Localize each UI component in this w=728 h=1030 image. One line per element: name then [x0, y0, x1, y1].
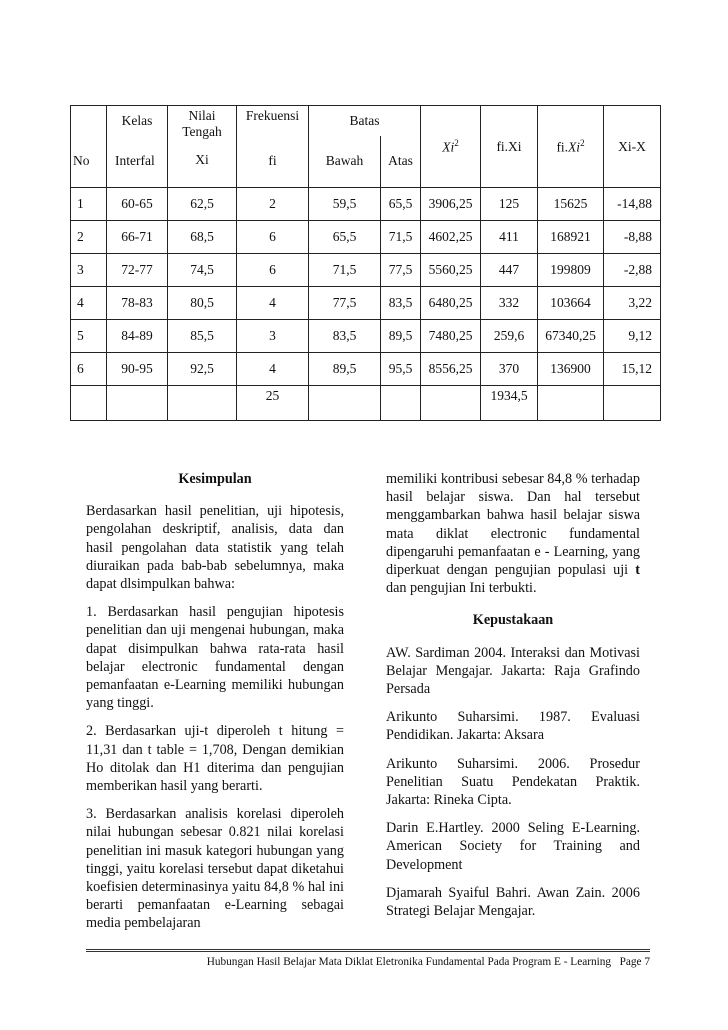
cell-xi2: 7480,25 [421, 320, 481, 353]
cell-atas: 95,5 [381, 353, 421, 386]
cell-fixi: 370 [481, 353, 538, 386]
cell-xi: 80,5 [168, 287, 237, 320]
cell-fixi2: 136900 [538, 353, 604, 386]
cell-atas: 89,5 [381, 320, 421, 353]
header-no: No [71, 136, 107, 188]
cell-xix: 3,22 [604, 287, 661, 320]
header-xi: Xi [195, 152, 209, 167]
header-batas: Batas [309, 106, 421, 136]
cell-bawah: 65,5 [309, 221, 381, 254]
table-total-row [71, 386, 661, 421]
footer-rule [86, 949, 650, 952]
table-row [71, 221, 661, 254]
header-bawah: Bawah [309, 136, 381, 188]
cell-fixi2: 15625 [538, 188, 604, 221]
cell-no: 4 [71, 287, 107, 320]
cell-xi2: 8556,25 [421, 353, 481, 386]
header-xi2-base: Xi [442, 139, 455, 155]
reference-item: Arikunto Suharsimi. 2006. Prosedur Penelitian Suatu Pendekatan Praktik. Jakarta: Rineka Cipta. [386, 755, 640, 809]
cell-atas: 65,5 [381, 188, 421, 221]
footer-title: Hubungan Hasil Belajar Mata Diklat Eletronika Fundamental Pada Program E - Learning [206, 956, 612, 968]
header-kelas: Kelas [107, 106, 168, 136]
cell-atas: 83,5 [381, 287, 421, 320]
cell-xix: -2,88 [604, 254, 661, 287]
cell-fixi: 332 [481, 287, 538, 320]
right-column [386, 470, 640, 930]
header-tengah: Tengah [182, 124, 222, 139]
cell-no: 5 [71, 320, 107, 353]
cell-xi: 68,5 [168, 221, 237, 254]
header-nilai-tengah [168, 106, 237, 188]
cell-xix: 15,12 [604, 353, 661, 386]
cell-xi: 92,5 [168, 353, 237, 386]
cell-xix: 9,12 [604, 320, 661, 353]
page-footer [145, 956, 650, 968]
reference-item: Darin E.Hartley. 2000 Seling E-Learning. American Society for Training and Development [386, 820, 640, 873]
total-fi: 25 [237, 386, 309, 421]
cell-xi: 74,5 [168, 254, 237, 287]
cell-kelas: 84-89 [107, 320, 168, 353]
cell-kelas: 78-83 [107, 287, 168, 320]
cell-fi: 4 [237, 353, 309, 386]
header-xi2-exp: 2 [454, 137, 459, 148]
header-frekuensi: Frekuensi [237, 106, 309, 136]
header-fixi2 [538, 106, 604, 188]
cell-no: 3 [71, 254, 107, 287]
frequency-table [70, 105, 661, 421]
cell-fixi2: 67340,25 [538, 320, 604, 353]
cell-fixi2: 168921 [538, 221, 604, 254]
cell-kelas: 66-71 [107, 221, 168, 254]
cell-xi2: 3906,25 [421, 188, 481, 221]
cell-no: 2 [71, 221, 107, 254]
section-heading-kepustakaan: Kepustakaan [472, 612, 554, 629]
section-heading-kesimpulan: Kesimpulan [178, 471, 252, 487]
header-interfal: Interfal [107, 136, 168, 188]
cell-fi: 6 [237, 254, 309, 287]
cell-fi: 4 [237, 287, 309, 320]
cell-bawah: 59,5 [309, 188, 381, 221]
header-fixi2-exp: 2 [580, 137, 585, 148]
header-nilai: Nilai [188, 108, 216, 123]
cell-kelas: 72-77 [107, 254, 168, 287]
cell-fixi: 125 [481, 188, 538, 221]
header-xi2 [421, 106, 481, 188]
conclusion-point-3: 3. Berdasarkan analisis korelasi diperoleh nilai hubungan sebesar 0.821 nilai korelasi penelitian ini masuk kategori hubungan yang tinggi, yaitu korelasi tersebut dapat diketahui koefisien determinasinya yaitu 84,8 % hal ini berarti pemanfaatan e-Learning sebagai media pembelajaran [86, 806, 344, 932]
cell-xi2: 4602,25 [421, 221, 481, 254]
cell-bawah: 71,5 [309, 254, 381, 287]
table-row [71, 287, 661, 320]
cell-atas: 77,5 [381, 254, 421, 287]
cell-xi: 85,5 [168, 320, 237, 353]
cell-bawah: 89,5 [309, 353, 381, 386]
cell-fi: 3 [237, 320, 309, 353]
cell-fi: 2 [237, 188, 309, 221]
header-atas: Atas [381, 136, 421, 188]
header-fixi: fi.Xi [481, 106, 538, 188]
header-fixi2-base: fi. [556, 139, 569, 155]
cell-kelas: 90-95 [107, 353, 168, 386]
header-fixi2-var: Xi [568, 139, 581, 155]
cell-xi: 62,5 [168, 188, 237, 221]
cell-fixi: 259,6 [481, 320, 538, 353]
header-fi: fi [237, 136, 309, 188]
cell-xi2: 5560,25 [421, 254, 481, 287]
conclusion-point-1: 1. Berdasarkan hasil pengujian hipotesis penelitian dan uji mengenai hubungan, maka dapat disimpulkan bahwa rata-rata hasil belajar electronic fundamental dengan pemanfaatan e-Learning memiliki hubungan yang tinggi. [86, 604, 344, 712]
cell-bawah: 77,5 [309, 287, 381, 320]
header-no-blank [71, 106, 107, 136]
cell-kelas: 60-65 [107, 188, 168, 221]
cell-fixi2: 103664 [538, 287, 604, 320]
cell-xix: -8,88 [604, 221, 661, 254]
cell-atas: 71,5 [381, 221, 421, 254]
cell-xi2: 6480,25 [421, 287, 481, 320]
table-row [71, 353, 661, 386]
cell-no: 1 [71, 188, 107, 221]
left-column [86, 470, 344, 943]
reference-item: Djamarah Syaiful Bahri. Awan Zain. 2006 Strategi Belajar Mengajar. [386, 884, 640, 920]
page-number: Page 7 [619, 956, 650, 968]
conclusion-continuation: memiliki kontribusi sebesar 84,8 % terhadap hasil belajar siswa. Dan hal tersebut menggambarkan bahwa hasil belajar siswa mata diklat electronic fundamental dipengaruhi pemanfaatan e - Learning, yang diperkuat dengan pengujian populasi uji t dan pengujian Ini terbukti. [386, 471, 640, 597]
cell-fixi2: 199809 [538, 254, 604, 287]
cell-bawah: 83,5 [309, 320, 381, 353]
cell-fixi: 411 [481, 221, 538, 254]
cell-xix: -14,88 [604, 188, 661, 221]
cell-no: 6 [71, 353, 107, 386]
t-test-symbol: t [635, 562, 640, 579]
cell-fi: 6 [237, 221, 309, 254]
table-row [71, 188, 661, 221]
cell-fixi: 447 [481, 254, 538, 287]
total-fixi: 1934,5 [481, 386, 538, 421]
reference-item: AW. Sardiman 2004. Interaksi dan Motivasi Belajar Mengajar. Jakarta: Raja Grafindo Persada [386, 644, 640, 698]
conclusion-intro: Berdasarkan hasil penelitian, uji hipotesis, pengolahan deskriptif, analisis, data dan hasil pengolahan data statistik yang telah diuraikan pada bab-bab sebelumnya, maka dapat dlsimpulkan bahwa: [86, 503, 344, 593]
table-row [71, 320, 661, 353]
header-xix: Xi-X [604, 106, 661, 188]
conclusion-point-2: 2. Berdasarkan uji-t diperoleh t hitung = 11,31 dan t table = 1,708, Dengan demikian Ho ditolak dan H1 diterima dan pengujian memberikan hasil yang berarti. [86, 723, 344, 795]
table-row [71, 254, 661, 287]
reference-item: Arikunto Suharsimi. 1987. Evaluasi Pendidikan. Jakarta: Aksara [386, 709, 640, 744]
